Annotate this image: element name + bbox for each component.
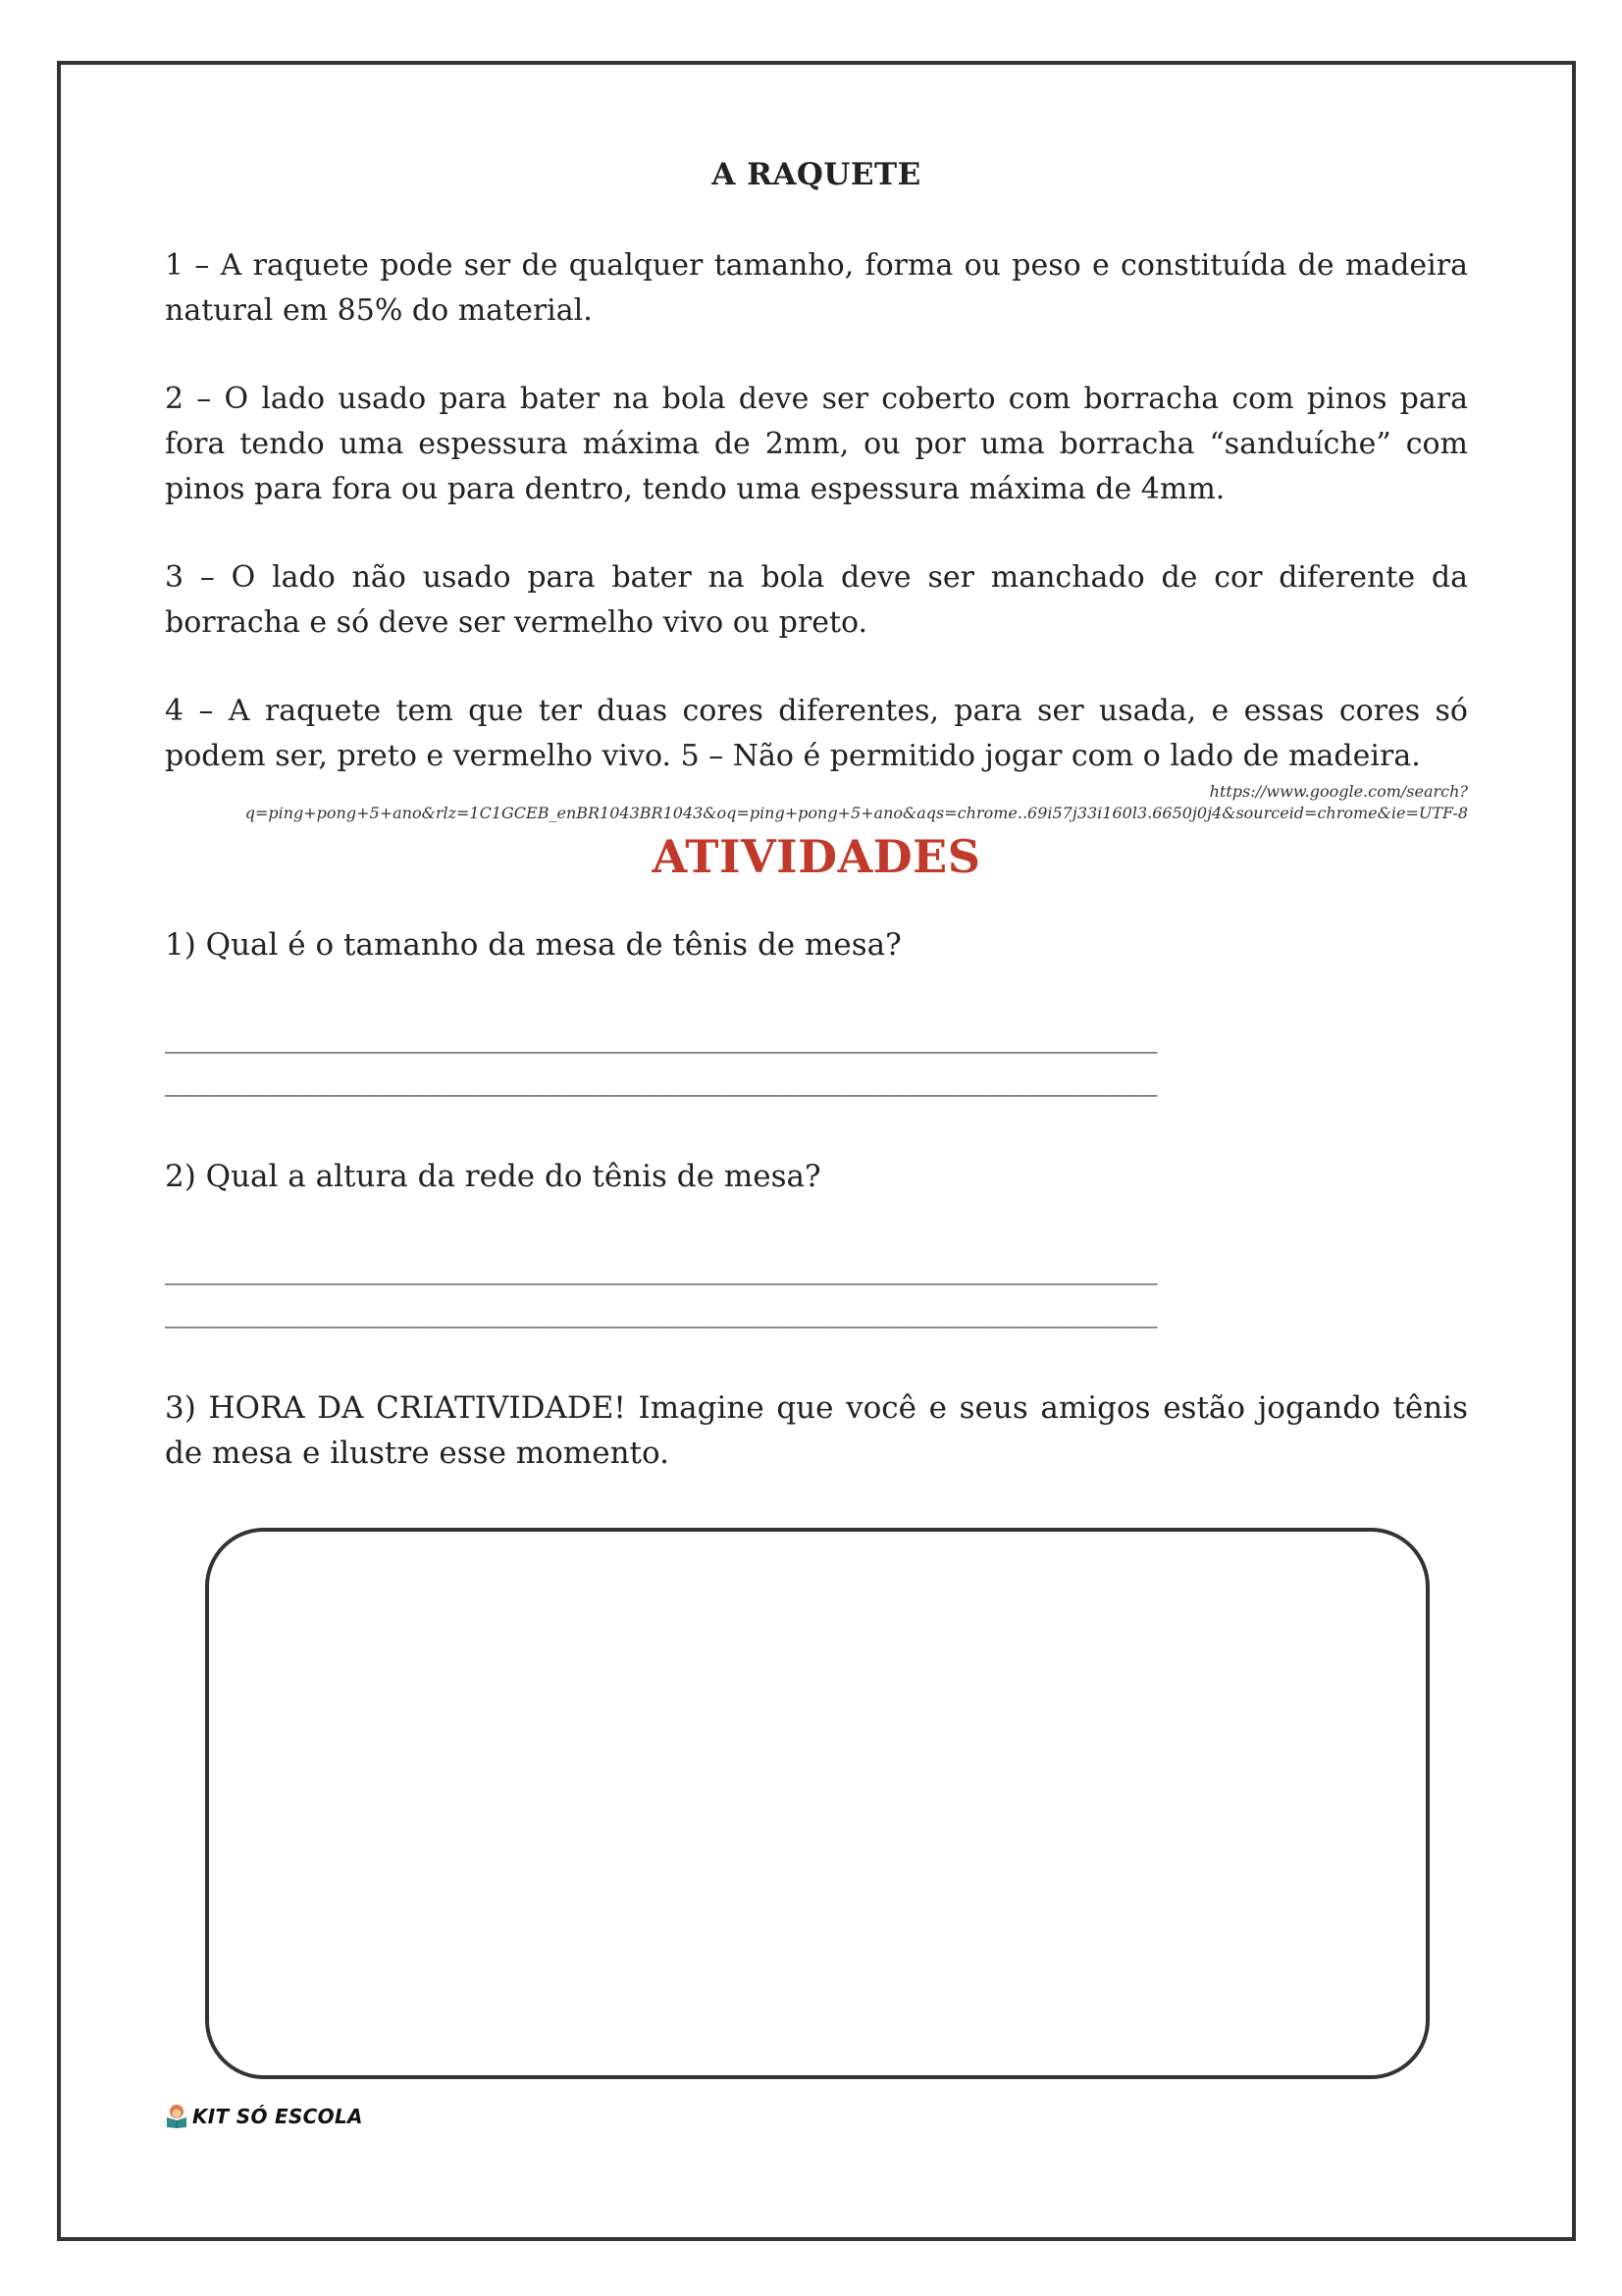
worksheet-content [165, 157, 1468, 1476]
answer-line[interactable]: ____________________________________________________________ [165, 1065, 1158, 1097]
answer-line[interactable]: ____________________________________________________________ [165, 1253, 1158, 1285]
article-title: A RAQUETE [711, 157, 921, 192]
question-2: 2) Qual a altura da rede do tênis de mesa? [165, 1159, 821, 1194]
activities-title: ATIVIDADES [652, 830, 981, 883]
rule-paragraph-2: 2 – O lado usado para bater na bola deve ser coberto com borracha com pinos para fora tendo uma espessura máxima de 2mm, ou por uma borracha “sanduíche” com pinos para fora ou para dentro, tendo uma espessura máxima de 4mm. [165, 382, 1468, 506]
answer-line[interactable]: ____________________________________________________________ [165, 1021, 1158, 1054]
answer-lines-2[interactable] [165, 1248, 1468, 1334]
source-link[interactable] [165, 781, 1468, 824]
brand-footer [165, 2104, 363, 2129]
drawing-box[interactable] [205, 1528, 1430, 2079]
rule-paragraph-1: 1 – A raquete pode ser de qualquer tamanho, forma ou peso e constituída de madeira natural em 85% do material. [165, 248, 1468, 328]
girl-reading-icon [165, 2104, 188, 2129]
rule-paragraph-3: 3 – O lado não usado para bater na bola deve ser manchado de cor diferente da borracha e só deve ser vermelho vivo ou preto. [165, 560, 1468, 640]
question-1: 1) Qual é o tamanho da mesa de tênis de mesa? [165, 927, 902, 963]
source-link-line-2: q=ping+pong+5+ano&rlz=1C1GCEB_enBR1043BR1043&oq=ping+pong+5+ano&aqs=chrome..69i57j33i160l3.6650j0j4&sourceid=chrome&ie=UTF-8 [244, 804, 1468, 822]
answer-lines-1[interactable] [165, 1017, 1468, 1103]
brand-name: KIT SÓ ESCOLA [192, 2105, 363, 2128]
question-3: 3) HORA DA CRIATIVIDADE! Imagine que você e seus amigos estão jogando tênis de mesa e ilustre esse momento. [165, 1390, 1468, 1471]
source-link-line-1: https://www.google.com/search? [1209, 782, 1468, 801]
rule-paragraph-4: 4 – A raquete tem que ter duas cores diferentes, para ser usada, e essas cores só podem ser, preto e vermelho vivo. 5 – Não é permitido jogar com o lado de madeira. [165, 694, 1468, 773]
answer-line[interactable]: ____________________________________________________________ [165, 1296, 1158, 1329]
